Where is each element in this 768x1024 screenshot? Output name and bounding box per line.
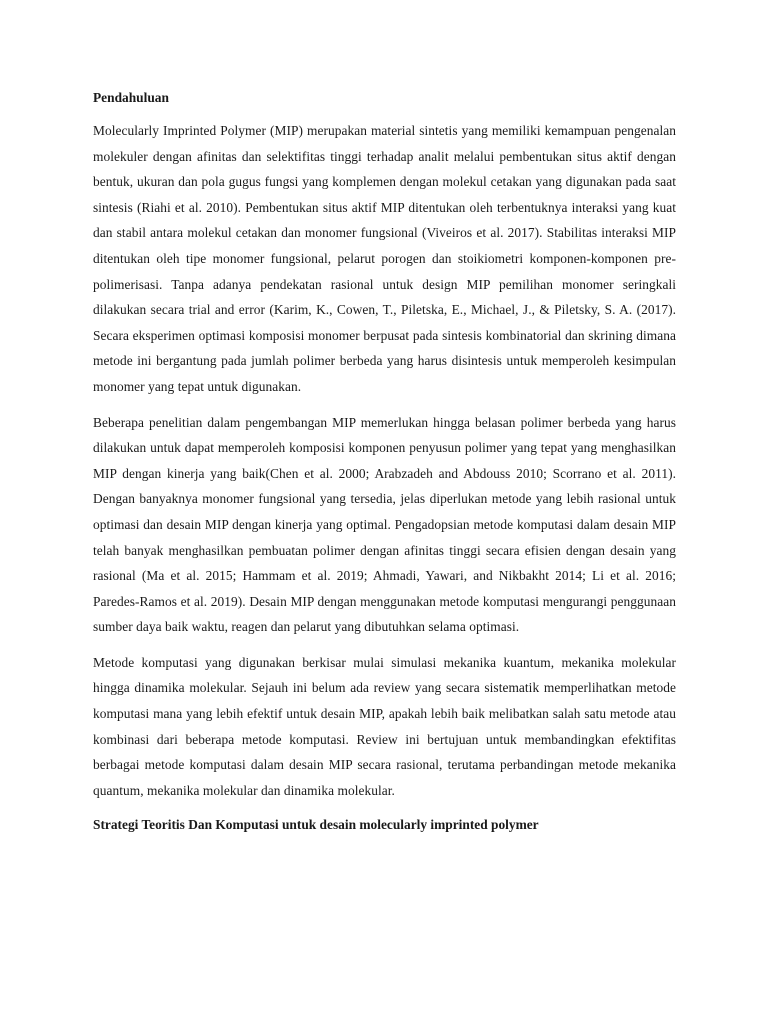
section-heading-pendahuluan: Pendahuluan: [93, 90, 169, 105]
paragraph-2: Beberapa penelitian dalam pengembangan MIP memerlukan hingga belasan polimer berbeda yang harus dilakukan untuk dapat memperoleh komposisi komponen penyusun polimer yang tepat yang menghasilkan MIP dengan kinerja yang baik(Chen et al. 2000; Arabzadeh and Abdouss 2010; Scorrano et al. 2011). Dengan banyaknya monomer fungsional yang tersedia, jelas diperlukan metode yang lebih rasional untuk optimasi dan desain MIP dengan kinerja yang optimal. Pengadopsian metode komputasi dalam desain MIP telah banyak menghasilkan pembuatan polimer dengan afinitas tinggi secara efisien dengan desain yang rasional (Ma et al. 2015; Hammam et al. 2019; Ahmadi, Yawari, and Nikbakht 2014; Li et al. 2016; Paredes-Ramos et al. 2019). Desain MIP dengan menggunakan metode komputasi mengurangi penggunaan sumber daya baik waktu, reagen dan pelarut yang dibutuhkan selama optimasi.: [93, 414, 676, 635]
paragraph-1: Molecularly Imprinted Polymer (MIP) merupakan material sintetis yang memiliki kemampuan pengenalan molekuler dengan afinitas dan selektifitas tinggi terhadap analit melalui pembentukan situs aktif dengan bentuk, ukuran dan pola gugus fungsi yang komplemen dengan molekul cetakan yang digunakan pada saat sintesis (Riahi et al. 2010). Pembentukan situs aktif MIP ditentukan oleh terbentuknya interaksi yang kuat dan stabil antara molekul cetakan dan monomer fungsional (Viveiros et al. 2017). Stabilitas interaksi MIP ditentukan oleh tipe monomer fungsional, pelarut porogen dan stoikiometri komponen-komponen pre-polimerisasi. Tanpa adanya pendekatan rasional untuk design MIP pemilihan monomer seringkali dilakukan secara trial and error (Karim, K., Cowen, T., Piletska, E., Michael, J., & Piletsky, S. A. (2017). Secara eksperimen optimasi komposisi monomer berpusat pada sintesis kombinatorial dan skrining dimana metode ini bergantung pada jumlah polimer berbeda yang harus disintesis untuk memperoleh kesimpulan monomer yang tepat untuk digunakan.: [93, 123, 676, 394]
section-heading-strategi: Strategi Teoritis Dan Komputasi untuk desain molecularly imprinted polymer: [93, 817, 539, 833]
paragraph-3: Metode komputasi yang digunakan berkisar mulai simulasi mekanika kuantum, mekanika molekular hingga dinamika molekular. Sejauh ini belum ada review yang secara sistematik memperlihatkan metode komputasi mana yang lebih efektif untuk desain MIP, apakah lebih baik melibatkan salah satu metode atau kombinasi dari beberapa metode komputasi. Review ini bertujuan untuk membandingkan efektifitas berbagai metode komputasi dalam desain MIP secara rasional, terutama perbandingan metode mekanika quantum, mekanika molekular dan dinamika molekular.: [93, 654, 676, 798]
document-body: [93, 86, 676, 845]
